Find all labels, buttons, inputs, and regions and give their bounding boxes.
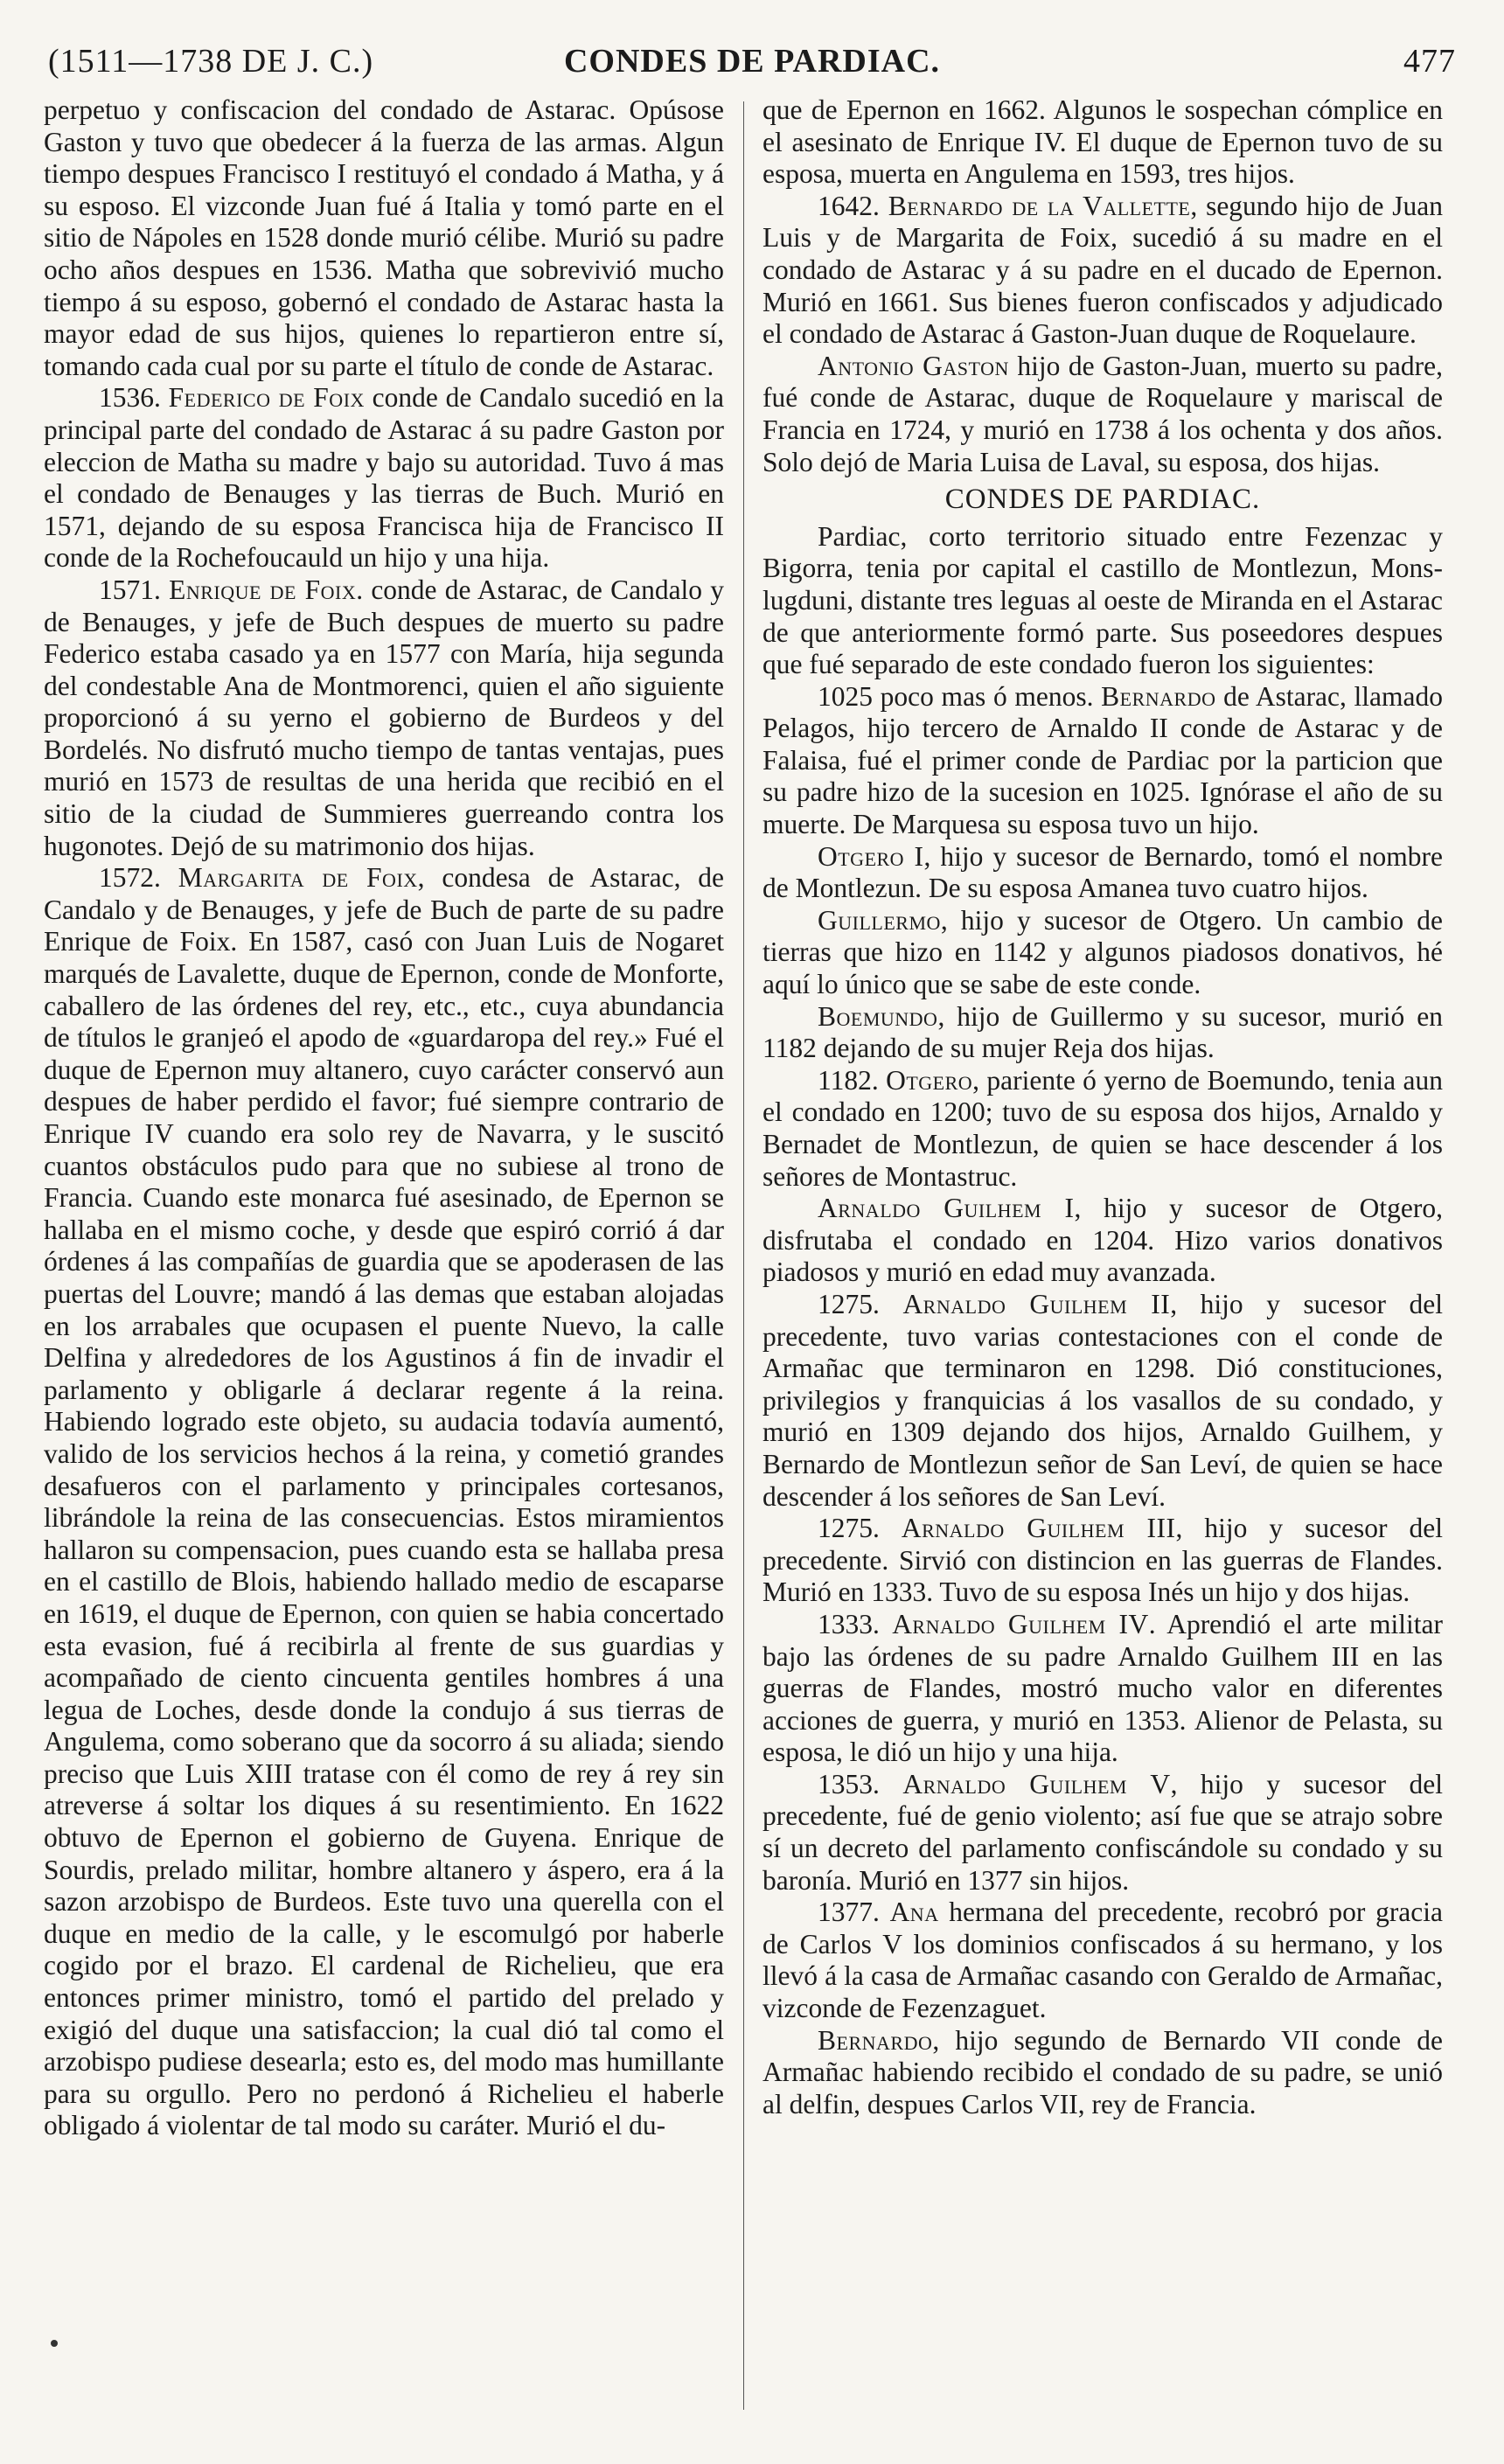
paragraph-text: hermana del precedente, recobró por gracia de Carlos V los dominios confiscados á su hermano, y los llevó á la casa de Armañac casando con Geraldo de Armañac, vizconde de Fezenzaguet. — [762, 1897, 1443, 2024]
paragraph — [44, 94, 724, 382]
paragraph-text: hijo de Gaston-Juan, muerto su padre, fué conde de Astarac, duque de Roquelaure y mariscal de Francia en 1724, y murió en 1738 á los ochenta y dos años. Solo dejó de Maria Luisa de Laval, su esposa, dos hijas. — [762, 350, 1443, 477]
entry-name: Arnaldo Guilhem II — [902, 1288, 1171, 1319]
paragraph — [762, 94, 1443, 191]
entry-year: 1025 — [818, 680, 873, 712]
paragraph-text: conde de Candalo sucedió en la principal parte del condado de Astarac á su padre Gaston por eleccion de Matha su madre y bajo su autoridad. Tuvo á mas el condado de Benauges y las tierras de Buch. Murió en 1571, dejando de su esposa Francisca hija de Francisco II conde de la Rochefoucauld un hijo y una hija. — [44, 382, 724, 574]
entry-name: Otgero — [886, 1064, 973, 1096]
paragraph — [762, 1897, 1443, 2024]
paragraph — [762, 351, 1443, 478]
entry-name: Antonio Gaston — [818, 350, 1009, 381]
paragraph-text: , hijo y sucesor del precedente, tuvo varias contestaciones con el conde de Armañac que terminaron en 1298. Dió constituciones, privilegios y franquicias á los vasallos de su condado, y murió en 1309 dejando dos hijos, Arnaldo Guilhem, y Bernardo de Montlezun señor de San Leví, de quien se hace descender á los señores de San Leví. — [762, 1288, 1443, 1512]
paragraph-text: que de Epernon en 1662. Algunos le sospechan cómplice en el asesinato de Enrique IV. El duque de Epernon tuvo de su esposa, muerta en Angulema en 1593, tres hijos. — [762, 94, 1443, 190]
paragraph — [762, 1513, 1443, 1609]
left-column — [44, 94, 724, 2429]
entry-name: Arnaldo Guilhem III — [901, 1513, 1176, 1544]
text-columns — [44, 94, 1460, 2438]
paragraph — [762, 2025, 1443, 2121]
ink-dot — [51, 2340, 58, 2347]
header-title: CONDES DE PARDIAC. — [563, 43, 941, 80]
page-number: 477 — [1403, 43, 1456, 80]
paragraph — [762, 681, 1443, 841]
paragraph — [762, 1065, 1443, 1193]
entry-year: 1377. — [818, 1897, 880, 1928]
paragraph — [762, 1609, 1443, 1769]
paragraph-text: poco mas ó menos. — [880, 680, 1102, 712]
paragraph — [44, 574, 724, 862]
paragraph-text: , hijo y sucesor de Bernardo, tomó el nombre de Montlezun. De su esposa Amanea tuvo cuatro hijos. — [762, 840, 1443, 904]
paragraph — [762, 521, 1443, 681]
entry-year: 1572. — [99, 862, 161, 894]
page-header — [48, 42, 1456, 80]
paragraph-text: , segundo hijo de Juan Luis y de Margarita de Foix, sucedió á su madre en el condado de Astarac y á su padre en el ducado de Epernon. Murió en 1661. Sus bienes fueron confiscados y adjudicado el condado de Astarac á Gaston-Juan duque de Roquelaure. — [762, 190, 1443, 350]
paragraph — [762, 1769, 1443, 1897]
paragraph-text: , hijo y sucesor del precedente, fué de genio violento; así fue que se atrajo sobre sí un decreto del parlamento confiscándole su condado y su baronía. Murió en 1377 sin hijos. — [762, 1768, 1443, 1896]
entry-year: 1275. — [818, 1288, 880, 1319]
paragraph-text: . conde de Astarac, de Candalo y de Benauges, y jefe de Buch despues de muerto su padre Federico estaba casado ya en 1577 con María, hija segunda del condestable Ana de Montmorenci, quien el año siguiente proporcionó á su yerno el gobierno de Burdeos y del Bordelés. No disfrutó mucho tiempo de tantas ventajas, pues murió en 1573 de resultas de una herida que recibió en el sitio de la ciudad de Summieres guerreando contra los hugonotes. Dejó de su matrimonio dos hijas. — [44, 574, 724, 861]
paragraph-text: . Aprendió el arte militar bajo las órdenes de su padre Arnaldo Guilhem III en las guerras de Flandes, mostró mucho valor en diferentes acciones de guerra, y murió en 1353. Alienor de Pelasta, su esposa, le dió un hijo y una hija. — [762, 1608, 1443, 1768]
paragraph-text: de Astarac, llamado Pelagos, hijo tercero de Arnaldo II conde de Astarac y de Falaisa, fué el primer conde de Pardiac por la particion que su padre hizo de la sucesion en 1025. Ignórase el año de su muerte. De Marquesa su esposa tuvo un hijo. — [762, 680, 1443, 840]
entry-name: Guillermo — [818, 904, 941, 936]
entry-year: 1353. — [818, 1768, 880, 1799]
paragraph — [44, 382, 724, 574]
entry-name: Ana — [889, 1897, 939, 1928]
entry-name: Bernardo — [818, 2024, 933, 2056]
paragraph-text: Pardiac, corto territorio situado entre Fezenzac y Bigorra, tenia por capital el castillo de Montlezun, Mons-lugduni, distante tres leguas al oeste de Miranda en el Astarac de que anteriormente formó parte. Sus poseedores despues que fué separado de este condado fueron los siguientes: — [762, 520, 1443, 680]
entry-name: Arnaldo Guilhem I — [818, 1193, 1075, 1224]
entry-year: 1275. — [818, 1513, 880, 1544]
paragraph — [762, 905, 1443, 1001]
paragraph — [762, 1289, 1443, 1513]
entry-name: Arnaldo Guilhem V — [902, 1768, 1171, 1799]
entry-name: Bernardo de la Vallette — [888, 190, 1191, 221]
paragraph-text: , condesa de Astarac, de Candalo y de Benauges, y jefe de Buch de parte de su padre Enrique de Foix. En 1587, casó con Juan Luis de Nogaret marqués de Lavalette, duque de Epernon, conde de Monforte, caballero de las órdenes del rey, etc., etc., cuya abundancia de títulos le granjeó el apodo de «guardaropa del rey.» Fué el duque de Epernon muy altanero, cuyo carácter conservó aun despues de haber perdido el favor; fué siempre contrario de Enrique IV cuando era solo rey de Navarra, y le suscitó cuantos obstáculos pudo para que no subiese al trono de Francia. Cuando este monarca fué asesinado, de Epernon se hallaba en el mismo coche, y desde que espiró corrió á dar órdenes á las compañías de guardia que se apoderasen de las puertas del Louvre; mandó á las demas que estaban alojadas en los arrabales que ocupasen el puente Nuevo, la calle Delfina y alrededores de los Agustinos á fin de invadir el parlamento y obligarle á declarar regente á la reina. Habiendo logrado este objeto, su audacia todavía aumentó, valido de los servicios hechos á la reina, y cometió grandes desafueros con el parlamento y principales cortesanos, librándole la reina de las consecuencias. Estos miramientos hallaron su compensacion, pues cuando esta se hallaba presa en el castillo de Blois, habiendo hallado medio de escaparse en 1619, el duque de Epernon, con quien se habia concertado esta evasion, fué á recibirla al frente de sus guardias y acompañado de ciento cincuenta gentiles hombres á una legua de Loches, desde donde la condujo á sus tierras de Angulema, como soberano que da socorro á su aliada; siendo preciso que Luis XIII tratase con él como de rey á rey sin atreverse á soltar los diques á su resentimiento. En 1622 obtuvo de Epernon el gobierno de Guyena. Enrique de Sourdis, prelado militar, hombre altanero y áspero, era á la sazon arzobispo de Burdeos. Este tuvo una querella con el duque en medio de la calle, y le escomulgó por haberle cogido por el brazo. El cardenal de Richelieu, que era entonces primer ministro, tomó el partido del prelado y exigió del duque una satisfaccion; la cual dió tal como el arzobispo pudiese desearla; esto es, del modo mas humillante para su orgullo. Pero no perdonó á Richelieu el haberle obligado á violentar de tal modo su caráter. Murió el du- — [44, 862, 724, 2141]
entry-name: Margarita de Foix — [178, 862, 418, 894]
paragraph-text: perpetuo y confiscacion del condado de Astarac. Opúsose Gaston y tuvo que obedecer á la fuerza de las armas. Algun tiempo despues Francisco I restituyó el condado á Matha, y á su esposo. El vizconde Juan fué á Italia y tomó parte en el sitio de Nápoles en 1528 donde murió célibe. Murió su padre ocho años despues en 1536. Matha que sobrevivió mucho tiempo á su esposo, gobernó el condado de Astarac hasta la mayor edad de sus hijos, quienes lo repartieron entre sí, tomando cada cual por su parte el título de conde de Astarac. — [44, 94, 724, 381]
entry-name: Arnaldo Guilhem IV — [892, 1608, 1149, 1639]
paragraph — [762, 841, 1443, 905]
entry-year: 1571. — [99, 574, 161, 605]
paragraph-text: , hijo y sucesor del precedente. Sirvió con distincion en las guerras de Flandes. Murió en 1333. Tuvo de su esposa Inés un hijo y dos hijas. — [762, 1513, 1443, 1608]
paragraph — [44, 862, 724, 2142]
paragraph-text: , hijo y sucesor de Otgero, disfrutaba el condado en 1204. Hizo varios donativos piadosos y murió en edad muy avanzada. — [762, 1193, 1443, 1288]
column-divider — [743, 101, 744, 2410]
paragraph-text: , hijo segundo de Bernardo VII conde de Armañac habiendo recibido el condado de su padre, se unió al delfin, despues Carlos VII, rey de Francia. — [762, 2024, 1443, 2119]
entry-name: Enrique de Foix — [169, 574, 357, 605]
paragraph — [762, 1001, 1443, 1065]
paragraph-text: , hijo y sucesor de Otgero. Un cambio de tierras que hizo en 1142 y algunos piadosos donativos, hé aquí lo único que se sabe de este conde. — [762, 904, 1443, 1000]
entry-year: 1182. — [818, 1064, 879, 1096]
entry-name: Federico de Foix — [168, 382, 365, 414]
entry-year: 1642. — [818, 190, 880, 221]
entry-name: Otgero I — [818, 840, 924, 872]
paragraph-text: , hijo de Guillermo y su sucesor, murió en 1182 dejando de su mujer Reja dos hijas. — [762, 1000, 1443, 1064]
entry-name: Bernardo — [1101, 680, 1216, 712]
section-title: CONDES DE PARDIAC. — [944, 484, 1261, 516]
right-column — [762, 94, 1443, 2429]
paragraph-text: , pariente ó yerno de Boemundo, tenia aun el condado en 1200; tuvo de su esposa dos hijos, Arnaldo y Bernadet de Montlezun, de quien se hace descender á los señores de Montastruc. — [762, 1064, 1443, 1192]
entry-name: Boemundo — [818, 1000, 938, 1032]
paragraph — [762, 1193, 1443, 1289]
entry-year: 1536. — [99, 382, 161, 414]
entry-year: 1333. — [818, 1608, 880, 1639]
paragraph — [762, 191, 1443, 351]
header-date-range: (1511—1738 DE J. C.) — [48, 43, 374, 80]
